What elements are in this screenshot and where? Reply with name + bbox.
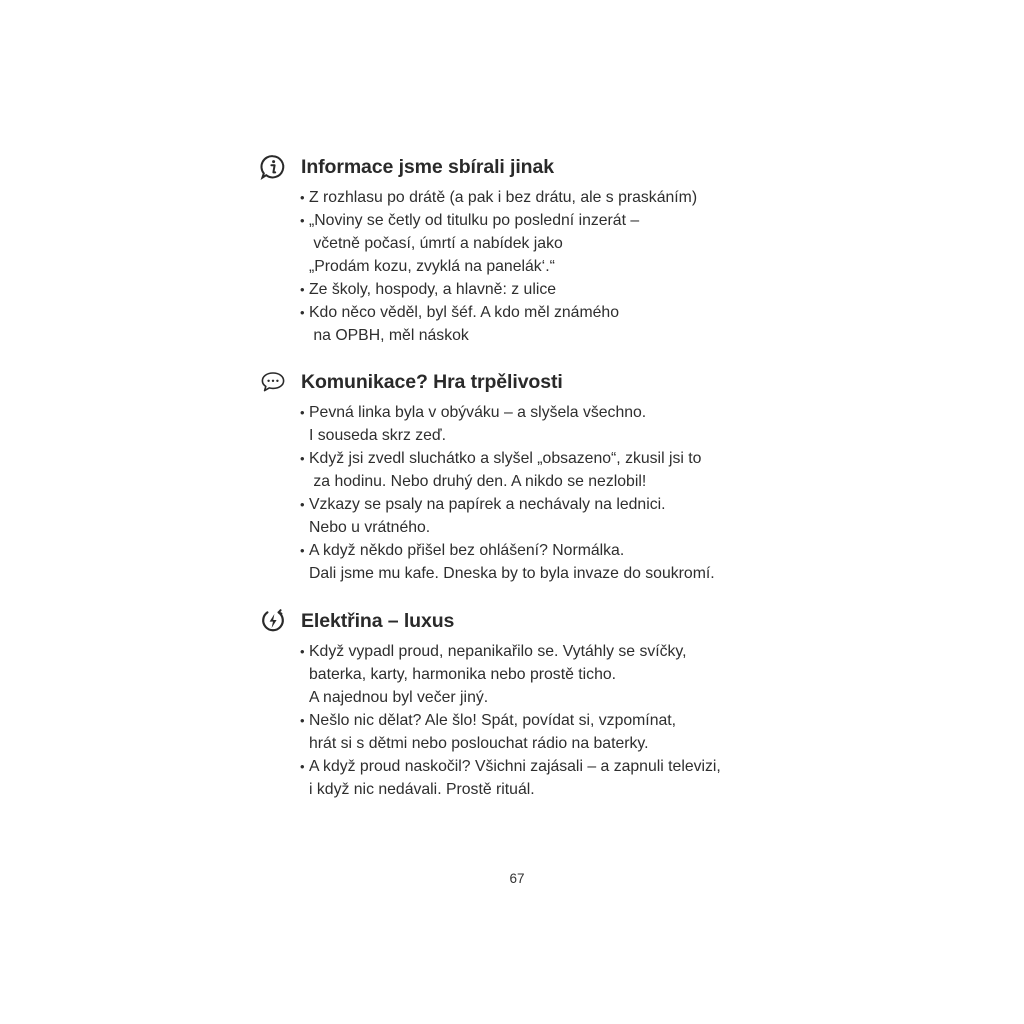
list-item-line: baterka, karty, harmonika nebo prostě ticho. (309, 666, 617, 683)
list-item-line: • Nešlo nic dělat? Ale šlo! Spát, povídat si, vzpomínat, (309, 712, 677, 729)
list-item-line: na OPBH, měl náskok (309, 327, 469, 344)
list-item (301, 755, 778, 801)
bullet-list (258, 640, 778, 801)
info-bubble-icon (258, 152, 288, 182)
section-heading (258, 605, 778, 637)
list-item-line: Dali jsme mu kafe. Dneska by to byla invaze do soukromí. (309, 565, 715, 582)
section-heading (258, 151, 778, 183)
list-item (301, 539, 778, 585)
list-item-line: • Z rozhlasu po drátě (a pak i bez drátu, ale s praskáním) (309, 189, 698, 206)
list-item-line: za hodinu. Nebo druhý den. A nikdo se nezlobil! (309, 473, 647, 490)
list-item-line: • Když jsi zvedl sluchátko a slyšel „obsazeno“, zkusil jsi to (309, 450, 702, 467)
section-electricity (258, 605, 778, 801)
bullet-list (258, 401, 778, 585)
list-item-line: • Když vypadl proud, nepanikařilo se. Vytáhly se svíčky, (309, 643, 687, 660)
list-item (301, 493, 778, 539)
list-item-line: • Ze školy, hospody, a hlavně: z ulice (309, 281, 557, 298)
section-information (258, 151, 778, 347)
list-item (301, 301, 778, 347)
list-item (301, 401, 778, 447)
list-item-line: • Kdo něco věděl, byl šéf. A kdo měl známého (309, 304, 619, 321)
list-item-line: I souseda skrz zeď. (309, 427, 447, 444)
list-item-line: včetně počasí, úmrtí a nabídek jako (309, 235, 563, 252)
bullet-list (258, 186, 778, 347)
list-item-line: hrát si s dětmi nebo poslouchat rádio na baterky. (309, 735, 649, 752)
section-heading (258, 366, 778, 398)
list-item-line: • Pevná linka byla v obýváku – a slyšela všechno. (309, 404, 647, 421)
list-item-line: • A když někdo přišel bez ohlášení? Normálka. (309, 542, 625, 559)
list-item (301, 640, 778, 709)
list-item (301, 709, 778, 755)
power-bolt-icon (258, 606, 288, 636)
list-item (301, 447, 778, 493)
page-number: 67 (509, 871, 525, 886)
list-item (301, 209, 778, 278)
list-item-line: i když nic nedávali. Prostě rituál. (309, 781, 535, 798)
section-communication (258, 366, 778, 585)
list-item-line: A najednou byl večer jiný. (309, 689, 489, 706)
list-item-line: „Prodám kozu, zvyklá na panelák‘.“ (309, 258, 555, 275)
section-title: Informace jsme sbírali jinak (301, 155, 554, 178)
speech-bubble-icon (258, 367, 288, 397)
section-title: Komunikace? Hra trpělivosti (301, 370, 563, 393)
list-item-line: • Vzkazy se psaly na papírek a nechávaly na lednici. (309, 496, 666, 513)
section-title: Elektřina – luxus (301, 609, 455, 632)
list-item (301, 278, 778, 301)
list-item (301, 186, 778, 209)
list-item-line: Nebo u vrátného. (309, 519, 431, 536)
list-item-line: • A když proud naskočil? Všichni zajásali – a zapnuli televizi, (309, 758, 721, 775)
list-item-line: • „Noviny se četly od titulku po poslední inzerát – (309, 212, 640, 229)
